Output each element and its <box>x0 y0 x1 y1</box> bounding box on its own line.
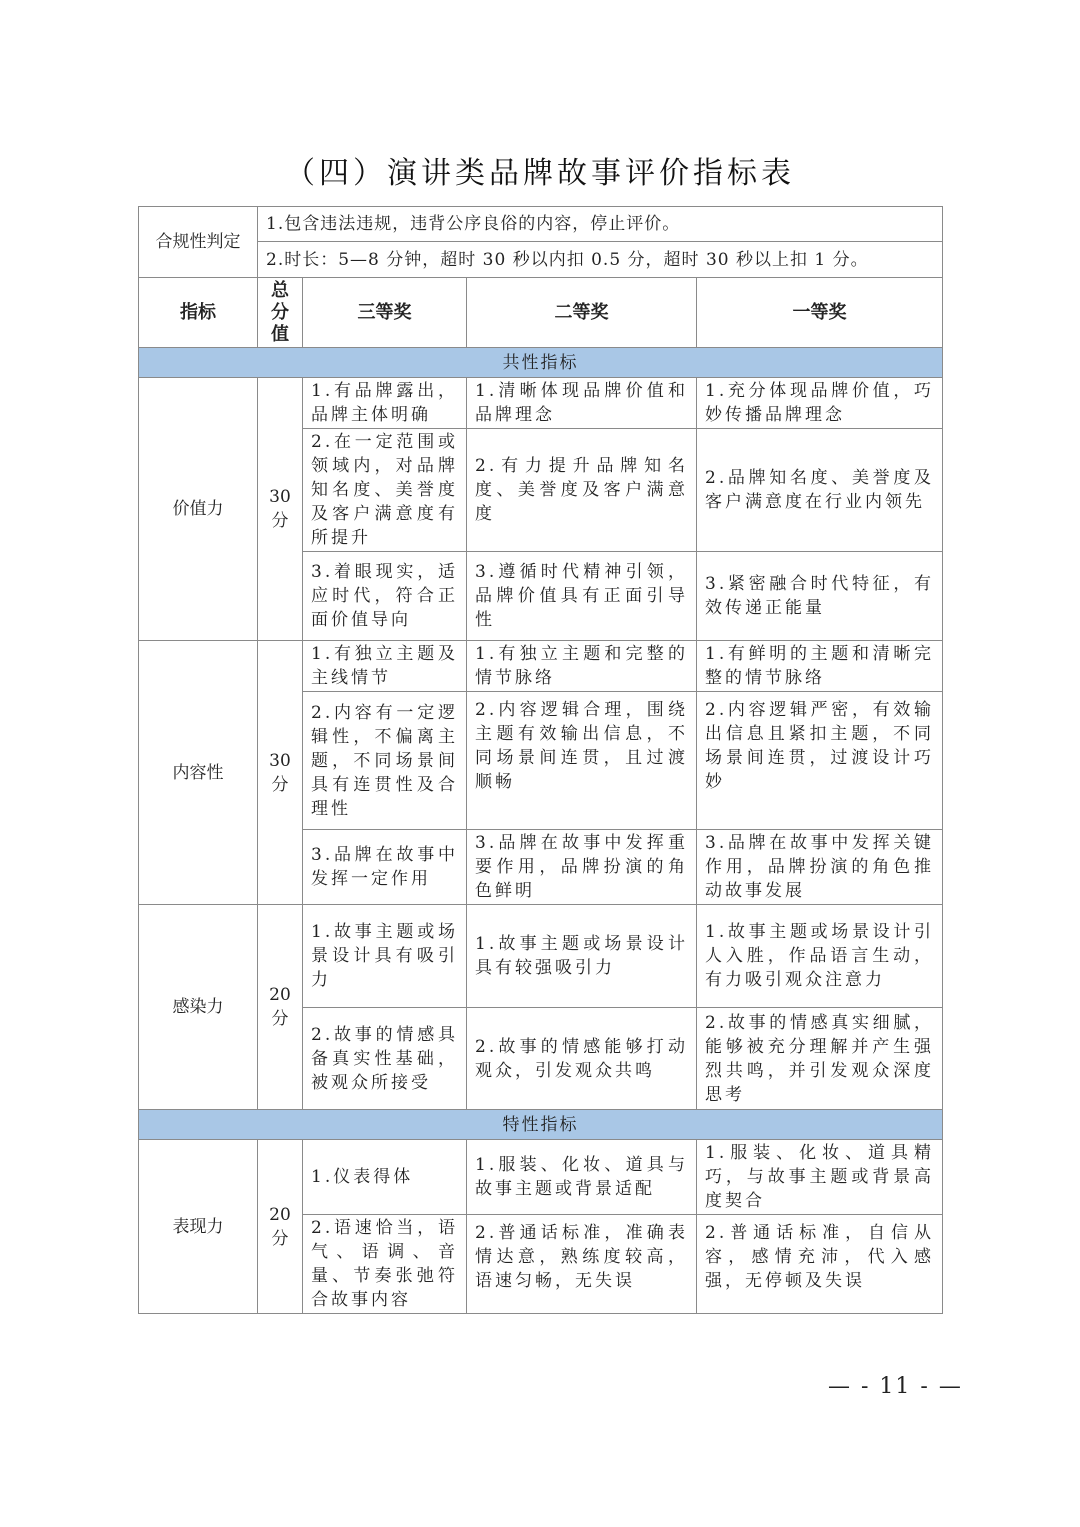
criteria-cell: 2.有力提升品牌知名度、美誉度及客户满意度 <box>467 429 697 552</box>
compliance-label: 合规性判定 <box>139 207 258 278</box>
section-specific: 特性指标 <box>139 1110 943 1140</box>
criteria-cell: 3.紧密融合时代特征，有效传递正能量 <box>697 552 943 641</box>
criteria-cell: 3.品牌在故事中发挥重要作用，品牌扮演的角色鲜明 <box>467 830 697 905</box>
criteria-cell: 1.服装、化妆、道具精巧，与故事主题或背景高度契合 <box>697 1140 943 1215</box>
criteria-cell: 2.普通话标准，自信从容，感情充沛，代入感强，无停顿及失误 <box>697 1215 943 1314</box>
header-third-prize: 三等奖 <box>303 278 467 348</box>
page-number: — - 11 - — <box>828 1374 963 1399</box>
table-row <box>139 905 943 1008</box>
criteria-cell: 2.故事的情感真实细腻，能够被充分理解并产生强烈共鸣，并引发观众深度思考 <box>697 1008 943 1110</box>
criteria-cell: 1.有鲜明的主题和清晰完整的情节脉络 <box>697 641 943 692</box>
criteria-cell: 2.在一定范围或领域内，对品牌知名度、美誉度及客户满意度有所提升 <box>303 429 467 552</box>
criteria-cell: 1.故事主题或场景设计具有吸引力 <box>303 905 467 1008</box>
criteria-cell: 1.故事主题或场景设计引人入胜，作品语言生动，有力吸引观众注意力 <box>697 905 943 1008</box>
table-row <box>139 641 943 692</box>
criteria-cell: 3.品牌在故事中发挥关键作用，品牌扮演的角色推动故事发展 <box>697 830 943 905</box>
criteria-cell: 1.有独立主题及主线情节 <box>303 641 467 692</box>
criteria-cell: 2.故事的情感具备真实性基础，被观众所接受 <box>303 1008 467 1110</box>
criteria-cell: 2.故事的情感能够打动观众，引发观众共鸣 <box>467 1008 697 1110</box>
criteria-cell: 1.仪表得体 <box>303 1140 467 1215</box>
section-row <box>139 348 943 378</box>
compliance-rule: 2.时长：5—8 分钟，超时 30 秒以内扣 0.5 分，超时 30 秒以上扣 1 分。 <box>258 242 943 278</box>
criteria-cell: 3.品牌在故事中发挥一定作用 <box>303 830 467 905</box>
score-performance: 20分 <box>258 1140 303 1314</box>
evaluation-table <box>138 206 943 1314</box>
criteria-cell: 2.内容逻辑合理，围绕主题有效输出信息，不同场景间连贯，且过渡顺畅 <box>467 692 697 830</box>
score-value: 30分 <box>258 378 303 641</box>
header-total-score: 总分值 <box>258 278 303 348</box>
criteria-cell: 2.普通话标准，准确表情达意，熟练度较高，语速匀畅，无失误 <box>467 1215 697 1314</box>
criteria-cell: 1.有独立主题和完整的情节脉络 <box>467 641 697 692</box>
criteria-cell: 1.服装、化妆、道具与故事主题或背景适配 <box>467 1140 697 1215</box>
indicator-content: 内容性 <box>139 641 258 905</box>
indicator-appeal: 感染力 <box>139 905 258 1110</box>
criteria-cell: 3.遵循时代精神引领，品牌价值具有正面引导性 <box>467 552 697 641</box>
section-common: 共性指标 <box>139 348 943 378</box>
header-second-prize: 二等奖 <box>467 278 697 348</box>
table-row <box>139 378 943 429</box>
criteria-cell: 1.清晰体现品牌价值和品牌理念 <box>467 378 697 429</box>
criteria-cell: 3.着眼现实，适应时代，符合正面价值导向 <box>303 552 467 641</box>
criteria-cell: 1.充分体现品牌价值，巧妙传播品牌理念 <box>697 378 943 429</box>
criteria-cell: 1.故事主题或场景设计具有较强吸引力 <box>467 905 697 1008</box>
header-first-prize: 一等奖 <box>697 278 943 348</box>
compliance-row-1 <box>139 207 943 242</box>
table-row <box>139 1140 943 1215</box>
compliance-rule: 1.包含违法违规，违背公序良俗的内容，停止评价。 <box>258 207 943 242</box>
criteria-cell: 2.内容逻辑严密，有效输出信息且紧扣主题，不同场景间连贯，过渡设计巧妙 <box>697 692 943 830</box>
criteria-cell: 2.品牌知名度、美誉度及客户满意度在行业内领先 <box>697 429 943 552</box>
indicator-performance: 表现力 <box>139 1140 258 1314</box>
score-content: 30分 <box>258 641 303 905</box>
section-row <box>139 1110 943 1140</box>
criteria-cell: 2.语速恰当，语气、语调、音量、节奏张弛符合故事内容 <box>303 1215 467 1314</box>
criteria-cell: 1.有品牌露出，品牌主体明确 <box>303 378 467 429</box>
header-row <box>139 278 943 348</box>
criteria-cell: 2.内容有一定逻辑性，不偏离主题，不同场景间具有连贯性及合理性 <box>303 692 467 830</box>
header-indicator: 指标 <box>139 278 258 348</box>
page-title: （四）演讲类品牌故事评价指标表 <box>285 156 795 191</box>
compliance-row-2 <box>139 242 943 278</box>
indicator-value: 价值力 <box>139 378 258 641</box>
score-appeal: 20分 <box>258 905 303 1110</box>
